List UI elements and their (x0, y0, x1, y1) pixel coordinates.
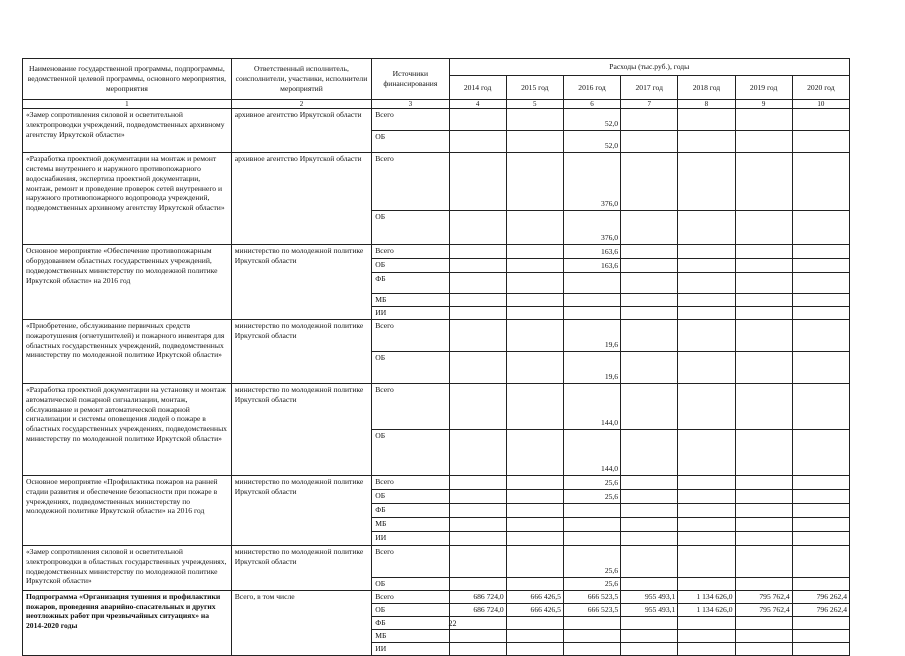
funding-source-cell: Всего (372, 109, 449, 131)
amount-cell (621, 383, 678, 429)
amount-cell (621, 429, 678, 475)
amount-cell (449, 531, 506, 545)
amount-cell (563, 517, 620, 531)
funding-source-cell: ИИ (372, 306, 449, 319)
amount-cell (735, 517, 792, 531)
amount-cell (735, 577, 792, 590)
amount-cell (735, 109, 792, 131)
table-row (23, 545, 850, 577)
header-year: 2020 год (792, 76, 849, 100)
amount-cell (792, 383, 849, 429)
amount-cell (735, 475, 792, 489)
amount-cell (735, 319, 792, 351)
amount-cell (563, 273, 620, 294)
amount-cell (678, 351, 735, 383)
amount-cell (506, 531, 563, 545)
amount-cell (735, 259, 792, 273)
table-row (23, 153, 850, 211)
amount-cell (563, 629, 620, 642)
amount-cell: 19,6 (563, 351, 620, 383)
column-number: 1 (23, 100, 232, 109)
funding-source-cell: ФБ (372, 273, 449, 294)
amount-cell (506, 383, 563, 429)
amount-cell (792, 273, 849, 294)
funding-source-cell: ОБ (372, 603, 449, 616)
amount-cell: 163,6 (563, 245, 620, 259)
amount-cell: 376,0 (563, 153, 620, 211)
executor-cell: министерство по молодежной политике Иркутской области (231, 475, 372, 545)
amount-cell: 666 426,5 (506, 603, 563, 616)
amount-cell: 52,0 (563, 131, 620, 153)
amount-cell (621, 259, 678, 273)
amount-cell (678, 259, 735, 273)
table-row (23, 109, 850, 131)
amount-cell (506, 259, 563, 273)
executor-cell: министерство по молодежной политике Иркутской области (231, 545, 372, 590)
amount-cell (792, 131, 849, 153)
amount-cell (792, 629, 849, 642)
amount-cell: 796 262,4 (792, 603, 849, 616)
amount-cell (449, 351, 506, 383)
amount-cell (449, 475, 506, 489)
amount-cell (506, 577, 563, 590)
amount-cell (506, 629, 563, 642)
amount-cell (678, 319, 735, 351)
amount-cell (506, 351, 563, 383)
amount-cell (735, 642, 792, 655)
activity-name-cell: «Разработка проектной документации на установку и монтаж автоматической пожарной сигнализации, монтаж, обслуживание и ремонт автоматической пожарной сигнализации и системы оповещения людей о пожаре в областных государственных учреждениях, подведомственных министерству по молодежной политике Иркутской области» (23, 383, 232, 475)
amount-cell (621, 319, 678, 351)
amount-cell: 955 493,1 (621, 590, 678, 603)
executor-cell: архивное агентство Иркутской области (231, 109, 372, 153)
amount-cell (678, 131, 735, 153)
funding-source-cell: ФБ (372, 503, 449, 517)
amount-cell (621, 503, 678, 517)
amount-cell (792, 319, 849, 351)
amount-cell (621, 517, 678, 531)
amount-cell (678, 273, 735, 294)
amount-cell (792, 429, 849, 475)
amount-cell (506, 273, 563, 294)
funding-source-cell: ОБ (372, 259, 449, 273)
activity-name-cell: «Приобретение, обслуживание первичных средств пожаротушения (огнетушителей) и пожарного инвентаря для областных государственных учреждений, подведомственных министерству по молодежной политике Иркутской области» (23, 319, 232, 383)
funding-source-cell: ОБ (372, 577, 449, 590)
amount-cell (506, 211, 563, 245)
amount-cell (563, 306, 620, 319)
amount-cell (735, 429, 792, 475)
amount-cell (506, 153, 563, 211)
table-row (23, 475, 850, 489)
amount-cell (621, 642, 678, 655)
column-number: 9 (735, 100, 792, 109)
amount-cell (678, 577, 735, 590)
amount-cell (621, 109, 678, 131)
amount-cell (792, 306, 849, 319)
amount-cell (449, 503, 506, 517)
amount-cell: 686 724,0 (449, 590, 506, 603)
amount-cell (678, 517, 735, 531)
activity-name-cell: «Замер сопротивления силовой и осветительной электропроводки учреждений, подведомственных архивному агентству Иркутской области» (23, 109, 232, 153)
amount-cell (792, 153, 849, 211)
amount-cell (449, 306, 506, 319)
amount-cell (735, 503, 792, 517)
column-number: 10 (792, 100, 849, 109)
amount-cell (792, 531, 849, 545)
funding-source-cell: Всего (372, 319, 449, 351)
header-year: 2014 год (449, 76, 506, 100)
amount-cell (792, 109, 849, 131)
activity-name-cell: «Замер сопротивления силовой и осветительной электропроводки в областных государственных учреждениях, подведомственных министерству по молодежной политике Иркутской области» (23, 545, 232, 590)
amount-cell (621, 211, 678, 245)
amount-cell (506, 517, 563, 531)
amount-cell (621, 489, 678, 503)
amount-cell (678, 109, 735, 131)
funding-source-cell: ФБ (372, 616, 449, 629)
activity-name-cell: Подпрограмма «Организация тушения и профилактики пожаров, проведения аварийно-спасательных и других неотложных работ при чрезвычайных ситуациях» на 2014-2020 годы (23, 590, 232, 655)
funding-source-cell: ИИ (372, 642, 449, 655)
header-year: 2018 год (678, 76, 735, 100)
amount-cell (506, 475, 563, 489)
funding-source-cell: Всего (372, 245, 449, 259)
amount-cell (735, 306, 792, 319)
amount-cell (735, 153, 792, 211)
amount-cell (735, 545, 792, 577)
header-name-cell: Наименование государственной программы, подпрограммы, ведомственной целевой программы, основного мероприятия, мероприятия (23, 59, 232, 100)
header-year: 2017 год (621, 76, 678, 100)
funding-source-cell: ОБ (372, 351, 449, 383)
amount-cell: 25,6 (563, 545, 620, 577)
amount-cell (449, 273, 506, 294)
amount-cell (449, 245, 506, 259)
amount-cell (621, 475, 678, 489)
funding-source-cell: Всего (372, 590, 449, 603)
header-year: 2016 год (563, 76, 620, 100)
amount-cell (678, 153, 735, 211)
amount-cell: 163,6 (563, 259, 620, 273)
header-source-cell: Источники финансирования (372, 59, 449, 100)
amount-cell (506, 306, 563, 319)
amount-cell (449, 383, 506, 429)
amount-cell (621, 294, 678, 307)
amount-cell: 666 523,5 (563, 603, 620, 616)
amount-cell: 666 523,5 (563, 590, 620, 603)
amount-cell (621, 245, 678, 259)
amount-cell (678, 211, 735, 245)
amount-cell (735, 211, 792, 245)
amount-cell (449, 319, 506, 351)
amount-cell (678, 475, 735, 489)
amount-cell (621, 545, 678, 577)
amount-cell (506, 131, 563, 153)
funding-source-cell: МБ (372, 629, 449, 642)
column-number: 2 (231, 100, 372, 109)
amount-cell (506, 489, 563, 503)
amount-cell (563, 503, 620, 517)
amount-cell (678, 429, 735, 475)
amount-cell (792, 642, 849, 655)
amount-cell (449, 517, 506, 531)
executor-cell: министерство по молодежной политике Иркутской области (231, 319, 372, 383)
amount-cell (621, 577, 678, 590)
header-year: 2019 год (735, 76, 792, 100)
amount-cell (735, 273, 792, 294)
amount-cell (792, 517, 849, 531)
column-number: 3 (372, 100, 449, 109)
amount-cell (735, 245, 792, 259)
amount-cell (735, 294, 792, 307)
amount-cell (678, 503, 735, 517)
funding-source-cell: МБ (372, 294, 449, 307)
amount-cell (506, 545, 563, 577)
amount-cell: 795 762,4 (735, 590, 792, 603)
amount-cell (792, 545, 849, 577)
amount-cell (735, 351, 792, 383)
amount-cell (621, 629, 678, 642)
table-row (23, 590, 850, 603)
executor-cell: архивное агентство Иркутской области (231, 153, 372, 245)
amount-cell (506, 503, 563, 517)
amount-cell: 955 493,1 (621, 603, 678, 616)
header-executor-cell: Ответственный исполнитель, соисполнители, участники, исполнители мероприятий (231, 59, 372, 100)
header-year: 2015 год (506, 76, 563, 100)
amount-cell (506, 245, 563, 259)
expenditure-table (22, 58, 850, 656)
amount-cell (621, 153, 678, 211)
amount-cell (792, 259, 849, 273)
amount-cell: 25,6 (563, 475, 620, 489)
amount-cell (449, 294, 506, 307)
amount-cell (735, 383, 792, 429)
amount-cell: 686 724,0 (449, 603, 506, 616)
column-number: 5 (506, 100, 563, 109)
amount-cell (449, 629, 506, 642)
activity-name-cell: Основное мероприятие «Профилактика пожаров на ранней стадии развития и обеспечение безопасности при пожаре в учреждениях, подведомственных министерству по молодежной политике Иркутской области» на 2016 год (23, 475, 232, 545)
amount-cell (735, 531, 792, 545)
amount-cell (792, 577, 849, 590)
amount-cell (678, 629, 735, 642)
amount-cell (621, 273, 678, 294)
amount-cell (506, 294, 563, 307)
executor-cell: министерство по молодежной политике Иркутской области (231, 383, 372, 475)
amount-cell (449, 153, 506, 211)
amount-cell (449, 545, 506, 577)
amount-cell (735, 131, 792, 153)
column-number: 4 (449, 100, 506, 109)
amount-cell: 666 426,5 (506, 590, 563, 603)
amount-cell: 19,6 (563, 319, 620, 351)
amount-cell: 144,0 (563, 429, 620, 475)
header-expenses-cell: Расходы (тыс.руб.), годы (449, 59, 850, 76)
amount-cell: 795 762,4 (735, 603, 792, 616)
executor-cell: министерство по молодежной политике Иркутской области (231, 245, 372, 320)
amount-cell (678, 245, 735, 259)
activity-name-cell: «Разработка проектной документации на монтаж и ремонт системы внутреннего и наружного противопожарного водоснабжения, экспертиза проектной документации, монтаж, ремонт и проведение проверок сетей внутреннего и наружного противопожарного водопровода учреждений, подведомственных архивному агентству Иркутской области» (23, 153, 232, 245)
amount-cell: 1 134 626,0 (678, 603, 735, 616)
amount-cell (506, 319, 563, 351)
amount-cell (678, 642, 735, 655)
amount-cell (449, 642, 506, 655)
amount-cell: 796 262,4 (792, 590, 849, 603)
amount-cell: 25,6 (563, 489, 620, 503)
amount-cell (449, 429, 506, 475)
amount-cell (449, 489, 506, 503)
column-number: 8 (678, 100, 735, 109)
amount-cell: 25,6 (563, 577, 620, 590)
funding-source-cell: ОБ (372, 429, 449, 475)
table-row (23, 245, 850, 259)
funding-source-cell: ИИ (372, 531, 449, 545)
amount-cell (735, 629, 792, 642)
amount-cell (678, 545, 735, 577)
table-row (23, 319, 850, 351)
amount-cell (792, 245, 849, 259)
amount-cell (621, 131, 678, 153)
amount-cell: 144,0 (563, 383, 620, 429)
funding-source-cell: Всего (372, 383, 449, 429)
amount-cell (449, 211, 506, 245)
amount-cell: 52,0 (563, 109, 620, 131)
column-number-row (23, 100, 850, 109)
amount-cell (563, 294, 620, 307)
funding-source-cell: ОБ (372, 489, 449, 503)
executor-cell: Всего, в том числе (231, 590, 372, 655)
page-number: 22 (448, 619, 457, 628)
amount-cell (506, 429, 563, 475)
amount-cell (678, 531, 735, 545)
amount-cell (621, 531, 678, 545)
amount-cell (449, 259, 506, 273)
column-number: 6 (563, 100, 620, 109)
funding-source-cell: МБ (372, 517, 449, 531)
funding-source-cell: ОБ (372, 211, 449, 245)
amount-cell (563, 642, 620, 655)
amount-cell (792, 351, 849, 383)
amount-cell (449, 109, 506, 131)
amount-cell (792, 489, 849, 503)
funding-source-cell: Всего (372, 153, 449, 211)
column-number: 7 (621, 100, 678, 109)
amount-cell (506, 109, 563, 131)
amount-cell (563, 531, 620, 545)
funding-source-cell: Всего (372, 475, 449, 489)
amount-cell (506, 642, 563, 655)
amount-cell (621, 351, 678, 383)
amount-cell (678, 294, 735, 307)
amount-cell (678, 489, 735, 503)
amount-cell (678, 306, 735, 319)
funding-source-cell: Всего (372, 545, 449, 577)
amount-cell (792, 211, 849, 245)
amount-cell (678, 383, 735, 429)
funding-source-cell: ОБ (372, 131, 449, 153)
amount-cell (449, 131, 506, 153)
activity-name-cell: Основное мероприятие «Обеспечение противопожарным оборудованием областных государственных учреждений, подведомственных министерству по молодежной политике Иркутской области» на 2016 год (23, 245, 232, 320)
amount-cell (735, 489, 792, 503)
amount-cell (621, 306, 678, 319)
amount-cell: 376,0 (563, 211, 620, 245)
amount-cell: 1 134 626,0 (678, 590, 735, 603)
amount-cell (449, 577, 506, 590)
table-row (23, 383, 850, 429)
amount-cell (792, 503, 849, 517)
amount-cell (792, 294, 849, 307)
amount-cell (792, 475, 849, 489)
